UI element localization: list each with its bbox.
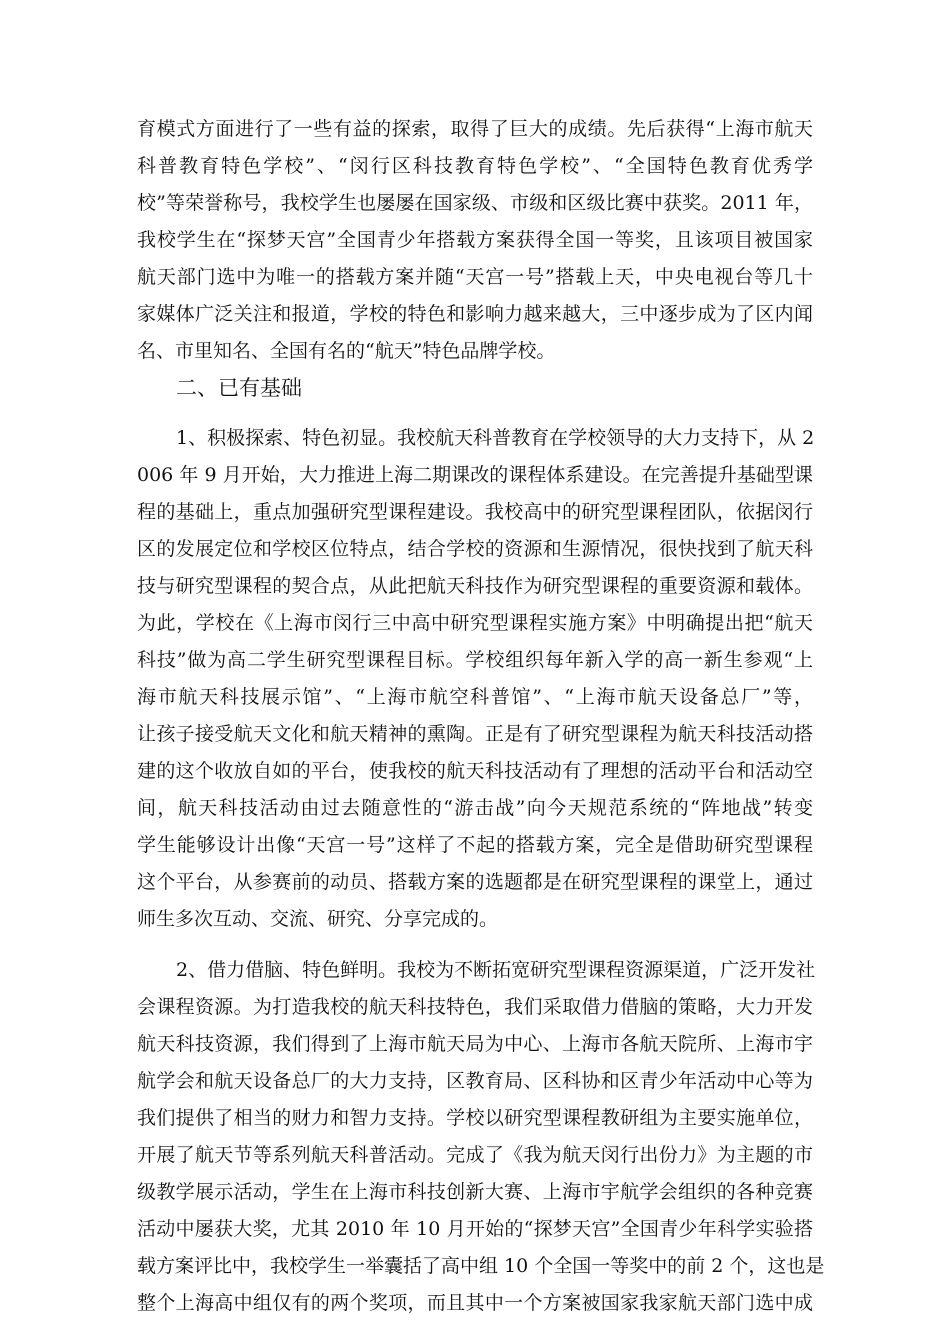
text-line: 1、积极探索、特色初显。我校航天科普教育在学校领导的大力支持下，从 2 [176,427,815,449]
text-line: 区的发展定位和学校区位特点，结合学校的资源和生源情况，很快找到了航天科 [137,538,813,560]
text-line: 家媒体广泛关注和报道，学校的特色和影响力越来越大，三中逐步成为了区内闻 [137,303,813,325]
text-line: 航学会和航天设备总厂的大力支持，区教育局、区科协和区青少年活动中心等为 [137,1070,813,1092]
text-line: 这个平台，从参赛前的动员、搭载方案的选题都是在研究型课程的课堂上，通过 [137,871,813,893]
text-line: 活动中屡获大奖，尤其 2010 年 10 月开始的“探梦天宫”全国青少年科学实验搭 [137,1218,813,1240]
text-line: 2、借力借脑、特色鲜明。我校为不断拓宽研究型课程资源渠道，广泛开发社 [176,959,816,981]
text-line: 育模式方面进行了一些有益的探索，取得了巨大的成绩。先后获得“上海市航天 [137,118,813,140]
text-line: 间，航天科技活动由过去随意性的“游击战”向今天规范系统的“阵地战”转变 [137,797,813,819]
text-line: 我校学生在“探梦天宫”全国青少年搭载方案获得全国一等奖，且该项目被国家 [137,229,813,251]
text-line: 名、市里知名、全国有名的“航天”特色品牌学校。 [137,340,556,362]
text-line: 级教学展示活动，学生在上海市科技创新大赛、上海市宇航学会组织的各种竞赛 [137,1181,813,1203]
text-line: 整个上海高中组仅有的两个奖项，而且其中一个方案被国家我家航天部门选中成 [137,1292,813,1314]
text-line: 开展了航天节等系列航天科普活动。完成了《我为航天闵行出份力》为主题的市 [137,1144,813,1166]
text-line: 我们提供了相当的财力和智力支持。学校以研究型课程教研组为主要实施单位， [137,1107,813,1129]
text-line: 载方案评比中，我校学生一举囊括了高中组 10 个全国一等奖中的前 2 个，这也是 [137,1255,825,1277]
text-line: 科普教育特色学校”、“闵行区科技教育特色学校”、“全国特色教育优秀学 [137,155,813,177]
text-line: 航天部门选中为唯一的搭载方案并随“天宫一号”搭载上天，中央电视台等几十 [137,266,813,288]
text-line: 建的这个收放自如的平台，使我校的航天科技活动有了理想的活动平台和活动空 [137,760,813,782]
text-line: 科技”做为高二学生研究型课程目标。学校组织每年新入学的高一新生参观“上 [137,649,813,671]
text-line: 校”等荣誉称号，我校学生也屡屡在国家级、市级和区级比赛中获奖。2011 年， [137,192,813,214]
text-line: 师生多次互动、交流、研究、分享完成的。 [137,908,499,930]
text-line: 程的基础上，重点加强研究型课程建设。我校高中的研究型课程团队，依据闵行 [137,501,813,523]
text-line: 会课程资源。为打造我校的航天科技特色，我们采取借力借脑的策略，大力开发 [137,996,813,1018]
section-heading: 二、已有基础 [176,376,302,400]
text-line: 006 年 9 月开始，大力推进上海二期课改的课程体系建设。在完善提升基础型课 [137,464,813,486]
text-line: 航天科技资源，我们得到了上海市航天局为中心、上海市各航天院所、上海市宇 [137,1033,813,1055]
text-line: 让孩子接受航天文化和航天精神的熏陶。正是有了研究型课程为航天科技活动搭 [137,723,813,745]
text-line: 学生能够设计出像“天宫一号”这样了不起的搭载方案，完全是借助研究型课程 [137,834,813,856]
text-line: 海市航天科技展示馆”、“上海市航空科普馆”、“上海市航天设备总厂”等， [137,686,813,708]
text-line: 技与研究型课程的契合点，从此把航天科技作为研究型课程的重要资源和载体。 [137,575,813,597]
text-line: 为此，学校在《上海市闵行三中高中研究型课程实施方案》中明确提出把“航天 [137,612,813,634]
